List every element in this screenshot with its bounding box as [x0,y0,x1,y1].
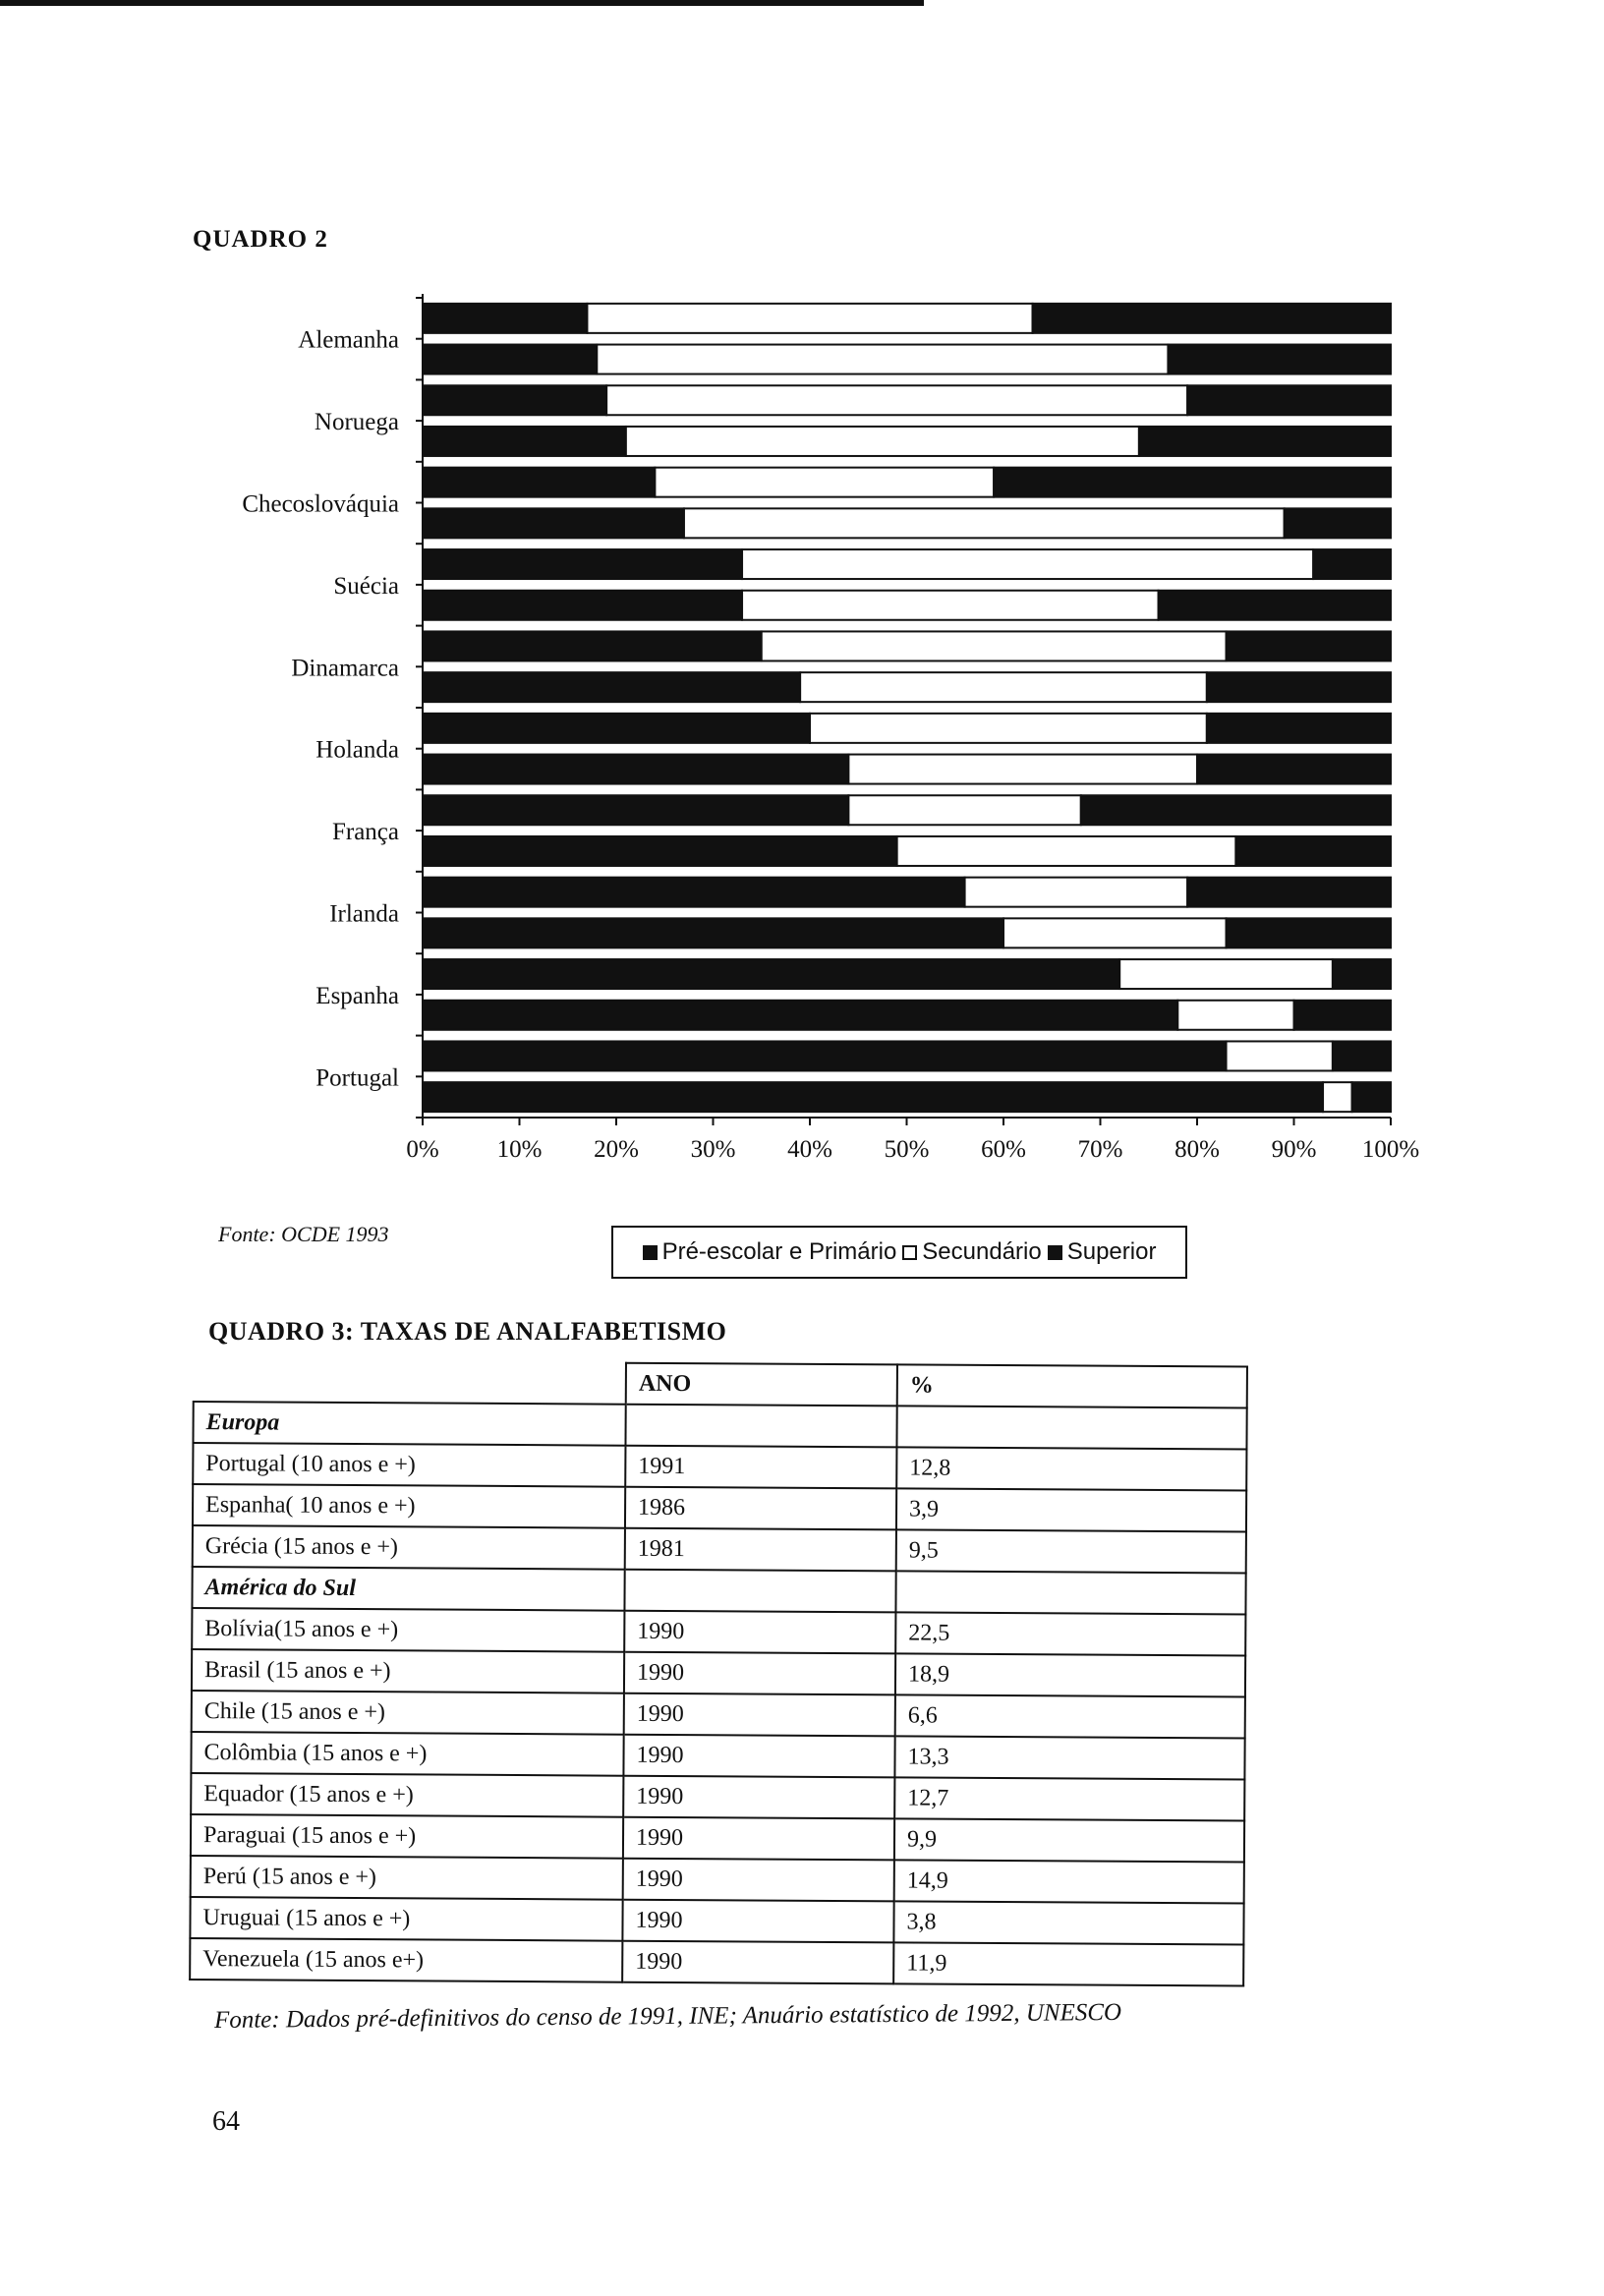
bar-segment [742,591,1159,620]
bar-segment [800,672,1207,702]
legend-swatch-black [1048,1245,1062,1260]
row-pct: 18,9 [895,1653,1245,1696]
group-label: América do Sul [192,1567,624,1611]
row-label: Perú (15 anos e +) [191,1856,623,1900]
group-year-cell [624,1570,895,1613]
table-row [192,1691,1245,1739]
bar-segment [684,508,1285,538]
row-label: Venezuela (15 anos e+) [190,1938,622,1982]
bar-segment [1187,878,1391,907]
table-row [191,1732,1244,1780]
bar-segment [1139,427,1391,456]
bar-segment [423,385,606,415]
row-year: 1990 [623,1859,894,1902]
row-label: Bolívia(15 anos e +) [192,1608,624,1652]
bar-segment [1333,959,1391,989]
bar-segment [1352,1082,1391,1112]
x-tick-label: 90% [1271,1136,1317,1163]
page-number: 64 [212,2106,240,2137]
bar-segment [1187,385,1391,415]
bar-segment [1197,755,1391,784]
row-label: Portugal (10 anos e +) [193,1443,625,1487]
row-year: 1990 [624,1693,895,1737]
table-group-row [192,1567,1245,1615]
bar-segment [1159,591,1391,620]
bar-segment [1081,795,1391,825]
bar-segment [1207,714,1391,743]
x-tick-label: 0% [406,1136,439,1163]
bar-segment [1003,918,1227,947]
quadro2-source: Fonte: OCDE 1993 [218,1222,389,1246]
quadro3-source: Fonte: Dados pré-definitivos do censo de 1991, INE; Anuário estatístico de 1992, UNESCO [213,1998,1122,2035]
bar-segment [423,878,965,907]
row-pct: 12,8 [896,1447,1246,1490]
bar-segment [848,795,1080,825]
bar-segment [597,345,1168,374]
category-label: Dinamarca [291,655,399,682]
x-tick-label: 30% [690,1136,736,1163]
bar-segment [1313,549,1391,579]
bar-segment [965,878,1188,907]
bar-segment [423,1082,1323,1112]
group-year-cell [625,1405,896,1448]
table-row [193,1484,1246,1532]
table-row [192,1608,1245,1656]
legend-swatch-black [643,1245,658,1260]
bar-segment [423,631,762,660]
table-group-row [193,1402,1246,1450]
legend-item-superior [1048,1238,1157,1266]
bar-segment [423,755,848,784]
x-tick-label: 40% [787,1136,832,1163]
legend-item-secundario [902,1238,1041,1266]
category-label: Espanha [315,982,399,1009]
x-tick-label: 60% [981,1136,1026,1163]
bar-segment [587,304,1032,333]
row-pct: 22,5 [895,1612,1245,1655]
category-label: Alemanha [298,326,399,354]
bar-segment [423,918,1003,947]
row-pct: 3,9 [896,1488,1246,1531]
table-row [191,1856,1244,1904]
bar-segment [1119,959,1333,989]
group-pct-cell [896,1406,1246,1449]
bar-segment [1168,345,1391,374]
row-year: 1990 [624,1611,895,1654]
row-label: Chile (15 anos e +) [192,1691,624,1735]
quadro3-title: QUADRO 3: TAXAS DE ANALFABETISMO [208,1317,727,1346]
bar-segment [1207,672,1391,702]
row-label: Espanha( 10 anos e +) [193,1484,625,1528]
x-tick-label: 20% [594,1136,639,1163]
category-label: Holanda [315,736,399,764]
table-row [190,1897,1243,1945]
row-label: Paraguai (15 anos e +) [191,1814,623,1859]
bar-segment [1294,1001,1392,1030]
bar-segment [655,468,994,497]
row-label: Equador (15 anos e +) [191,1773,623,1817]
bar-segment [423,714,810,743]
bar-segment [423,591,742,620]
bar-segment [742,549,1313,579]
bar-segment [606,385,1187,415]
bar-segment [423,959,1119,989]
legend-label: Secundário [922,1238,1042,1265]
bar-segment [762,631,1227,660]
bar-segment [1227,1041,1333,1070]
bar-segment [423,1041,1227,1070]
row-label: Grécia (15 anos e +) [193,1525,625,1570]
x-tick-label: 100% [1361,1136,1420,1163]
table-header-row [194,1360,1247,1408]
table-row [190,1938,1243,1986]
row-year: 1990 [624,1652,895,1695]
legend-swatch-white [902,1245,917,1260]
category-label: Portugal [315,1064,399,1092]
table-row [192,1649,1245,1697]
chart-legend [611,1226,1187,1279]
bar-segment [897,836,1236,866]
category-label: Irlanda [329,900,399,928]
bar-segment [423,672,800,702]
row-pct: 13,3 [894,1736,1244,1779]
row-year: 1981 [625,1528,896,1572]
bar-segment [423,836,897,866]
row-pct: 12,7 [894,1777,1244,1820]
bar-segment [423,427,626,456]
row-pct: 3,8 [893,1901,1243,1944]
bar-segment [810,714,1207,743]
bar-segment [423,304,587,333]
group-label: Europa [193,1402,625,1446]
legend-item-primario [643,1238,897,1266]
header-pct: % [897,1364,1247,1407]
x-tick-label: 10% [496,1136,543,1163]
illiteracy-table [189,1359,1248,1987]
group-pct-cell [895,1571,1245,1614]
x-tick-label: 70% [1077,1136,1123,1163]
row-pct: 11,9 [893,1942,1243,1985]
table-row [193,1443,1246,1491]
row-year: 1990 [622,1900,893,1943]
table-row [193,1525,1246,1574]
bar-segment [423,795,848,825]
x-tick-label: 80% [1174,1136,1220,1163]
bar-segment [1177,1001,1293,1030]
row-year: 1990 [623,1776,894,1819]
category-label: Checoslováquia [242,490,399,518]
row-year: 1990 [622,1941,893,1984]
row-label: Brasil (15 anos e +) [192,1649,624,1693]
bar-segment [1323,1082,1352,1112]
row-year: 1991 [625,1446,896,1489]
category-label: França [331,819,399,846]
row-year: 1990 [623,1817,894,1861]
bar-segment [848,755,1197,784]
table-body [190,1402,1247,1986]
category-label: Noruega [314,409,399,436]
header-blank-cell [194,1360,626,1405]
row-pct: 14,9 [894,1860,1244,1903]
table-row [191,1773,1244,1821]
row-label: Uruguai (15 anos e +) [190,1897,622,1941]
bar-segment [1333,1041,1391,1070]
x-tick-label: 50% [884,1136,930,1163]
bar-segment [423,345,597,374]
legend-label: Superior [1066,1238,1157,1265]
bar-segment [1227,918,1391,947]
bar-segment [994,468,1391,497]
bar-segment [423,549,742,579]
bar-segment [423,1001,1177,1030]
row-label: Colômbia (15 anos e +) [191,1732,623,1776]
row-pct: 6,6 [895,1694,1245,1738]
bar-segment [626,427,1139,456]
table-row [191,1814,1244,1863]
legend-label: Pré-escolar e Primário [661,1238,897,1265]
bar-segment [423,468,655,497]
category-label: Suécia [333,572,399,600]
row-pct: 9,9 [894,1818,1244,1862]
bar-segment [1235,836,1391,866]
bar-segment [1033,304,1391,333]
row-year: 1986 [625,1487,896,1530]
bar-segment [1285,508,1391,538]
bar-segment [1227,631,1391,660]
bar-segment [423,508,684,538]
quadro2-title: QUADRO 2 [193,226,328,253]
row-year: 1990 [623,1735,894,1778]
row-pct: 9,5 [896,1529,1246,1573]
header-year: ANO [626,1363,897,1406]
